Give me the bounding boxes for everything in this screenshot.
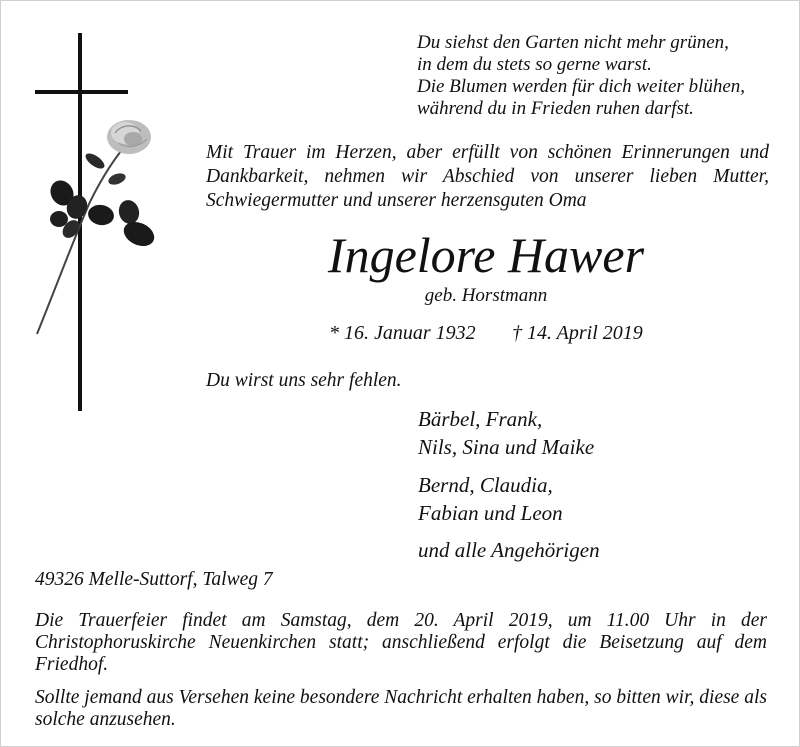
poem-line: Die Blumen werden für dich weiter blühen, — [417, 76, 746, 97]
intro-text: Mit Trauer im Herzen, aber erfüllt von schönen Erinnerungen und Dankbarkeit, nehmen wir Abschied von unserer lieben Mutter, Schwiegermutter und unserer herzensguten Oma — [206, 142, 769, 211]
funeral-info: Die Trauerfeier findet am Samstag, dem 20. April 2019, um 11.00 Uhr in der Christophoruskirche Neuenkirchen statt; anschließend erfolgt die Beisetzung auf dem Friedhof. — [35, 610, 767, 675]
family-line: Nils, Sina und Maike — [418, 435, 595, 459]
family-line: Fabian und Leon — [418, 501, 563, 525]
address: 49326 Melle-Suttorf, Talweg 7 — [35, 569, 273, 590]
poem-line: während du in Frieden ruhen darfst. — [417, 98, 694, 119]
family-others — [418, 536, 600, 564]
family-group-2 — [418, 471, 563, 527]
deceased-name: Ingelore Hawer — [327, 227, 645, 283]
maiden-name: geb. Horstmann — [424, 285, 548, 306]
farewell-text: Du wirst uns sehr fehlen. — [206, 370, 402, 391]
family-line: und alle Angehörigen — [418, 538, 600, 562]
death-date: † 14. April 2019 — [512, 322, 643, 344]
family-line: Bernd, Claudia, — [418, 473, 553, 497]
rose-icon — [37, 120, 158, 334]
birth-date: * 16. Januar 1932 — [329, 322, 476, 344]
notice-text: Sollte jemand aus Versehen keine besondere Nachricht erhalten haben, so bitten wir, diese als solche anzusehen. — [35, 687, 767, 730]
poem — [417, 32, 745, 120]
family-group-1 — [418, 405, 594, 461]
family-line: Bärbel, Frank, — [418, 407, 543, 431]
poem-line: Du siehst den Garten nicht mehr grünen, — [417, 32, 729, 53]
poem-line: in dem du stets so gerne warst. — [417, 54, 652, 75]
cross-and-rose-artwork — [29, 29, 169, 419]
